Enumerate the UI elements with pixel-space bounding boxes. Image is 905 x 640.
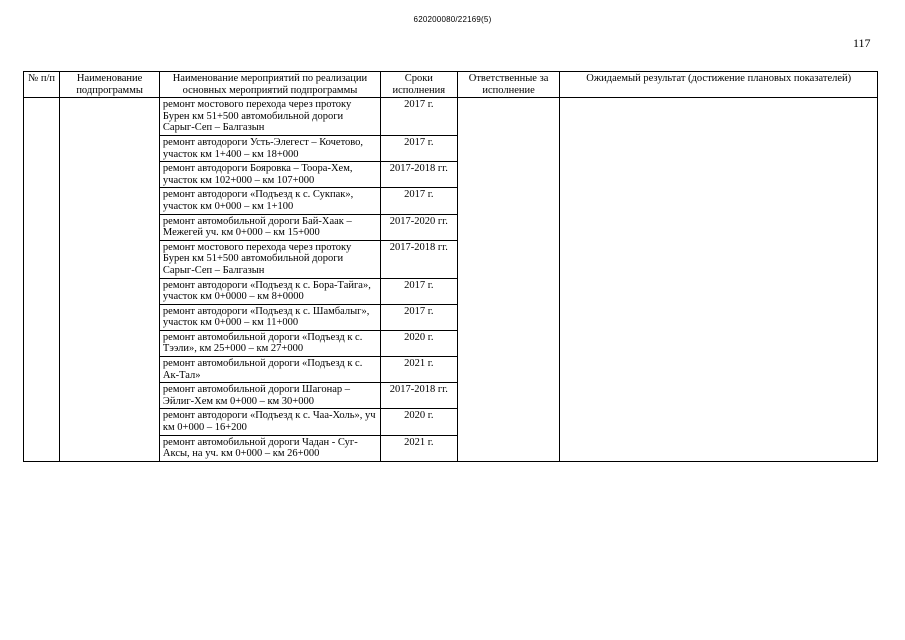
term-cell: 2021 г. [380,435,457,461]
responsible-cell [457,98,560,462]
header-terms: Сроки исполнения [380,72,457,98]
event-cell: ремонт мостового перехода через протоку Бурен км 51+500 автомобильной дороги Сарыг-Сеп – Балгазын [159,98,380,136]
event-cell: ремонт мостового перехода через протоку Бурен км 51+500 автомобильной дороги Сарыг-Сеп – Балгазын [159,240,380,278]
header-result: Ожидаемый результат (достижение плановых показателей) [560,72,878,98]
program-table [23,71,878,462]
event-cell: ремонт автомобильной дороги Шагонар – Эйлиг-Хем км 0+000 – км 30+000 [159,383,380,409]
header-events: Наименование мероприятий по реализации основных мероприятий подпрограммы [159,72,380,98]
event-cell: ремонт автомобильной дороги «Подъезд к с. Тээли», км 25+000 – км 27+000 [159,330,380,356]
header-num: № п/п [24,72,60,98]
page-number: 117 [853,36,871,50]
term-cell: 2017-2018 гг. [380,240,457,278]
event-cell: ремонт автодороги «Подъезд к с. Бора-Тайга», участок км 0+0000 – км 8+0000 [159,278,380,304]
term-cell: 2017 г. [380,278,457,304]
event-cell: ремонт автодороги Бояровка – Тоора-Хем, участок км 102+000 – км 107+000 [159,162,380,188]
event-cell: ремонт автодороги «Подъезд к с. Шамбалыг», участок км 0+000 – км 11+000 [159,304,380,330]
event-cell: ремонт автодороги «Подъезд к с. Чаа-Холь», уч км 0+000 – 16+200 [159,409,380,435]
result-cell [560,98,878,462]
num-cell [24,98,60,462]
term-cell: 2017 г. [380,98,457,136]
term-cell: 2017-2018 гг. [380,383,457,409]
term-cell: 2017-2020 гг. [380,214,457,240]
term-cell: 2017 г. [380,135,457,161]
header-responsible: Ответственные за исполнение [457,72,560,98]
term-cell: 2017 г. [380,304,457,330]
document-id: 620200080/22169(5) [413,15,492,24]
event-cell: ремонт автомобильной дороги «Подъезд к с. Ак-Тал» [159,357,380,383]
table-row [24,98,878,136]
term-cell: 2017 г. [380,188,457,214]
term-cell: 2020 г. [380,330,457,356]
term-cell: 2021 г. [380,357,457,383]
event-cell: ремонт автодороги «Подъезд к с. Сукпак», участок км 0+000 – км 1+100 [159,188,380,214]
event-cell: ремонт автомобильной дороги Чадан - Суг-Аксы, на уч. км 0+000 – км 26+000 [159,435,380,461]
table-header-row [24,72,878,98]
subprogram-cell [60,98,160,462]
event-cell: ремонт автомобильной дороги Бай-Хаак – Межегей уч. км 0+000 – км 15+000 [159,214,380,240]
event-cell: ремонт автодороги Усть-Элегест – Кочетово, участок км 1+400 – км 18+000 [159,135,380,161]
header-subprogram: Наименование подпрограммы [60,72,160,98]
term-cell: 2020 г. [380,409,457,435]
term-cell: 2017-2018 гг. [380,162,457,188]
